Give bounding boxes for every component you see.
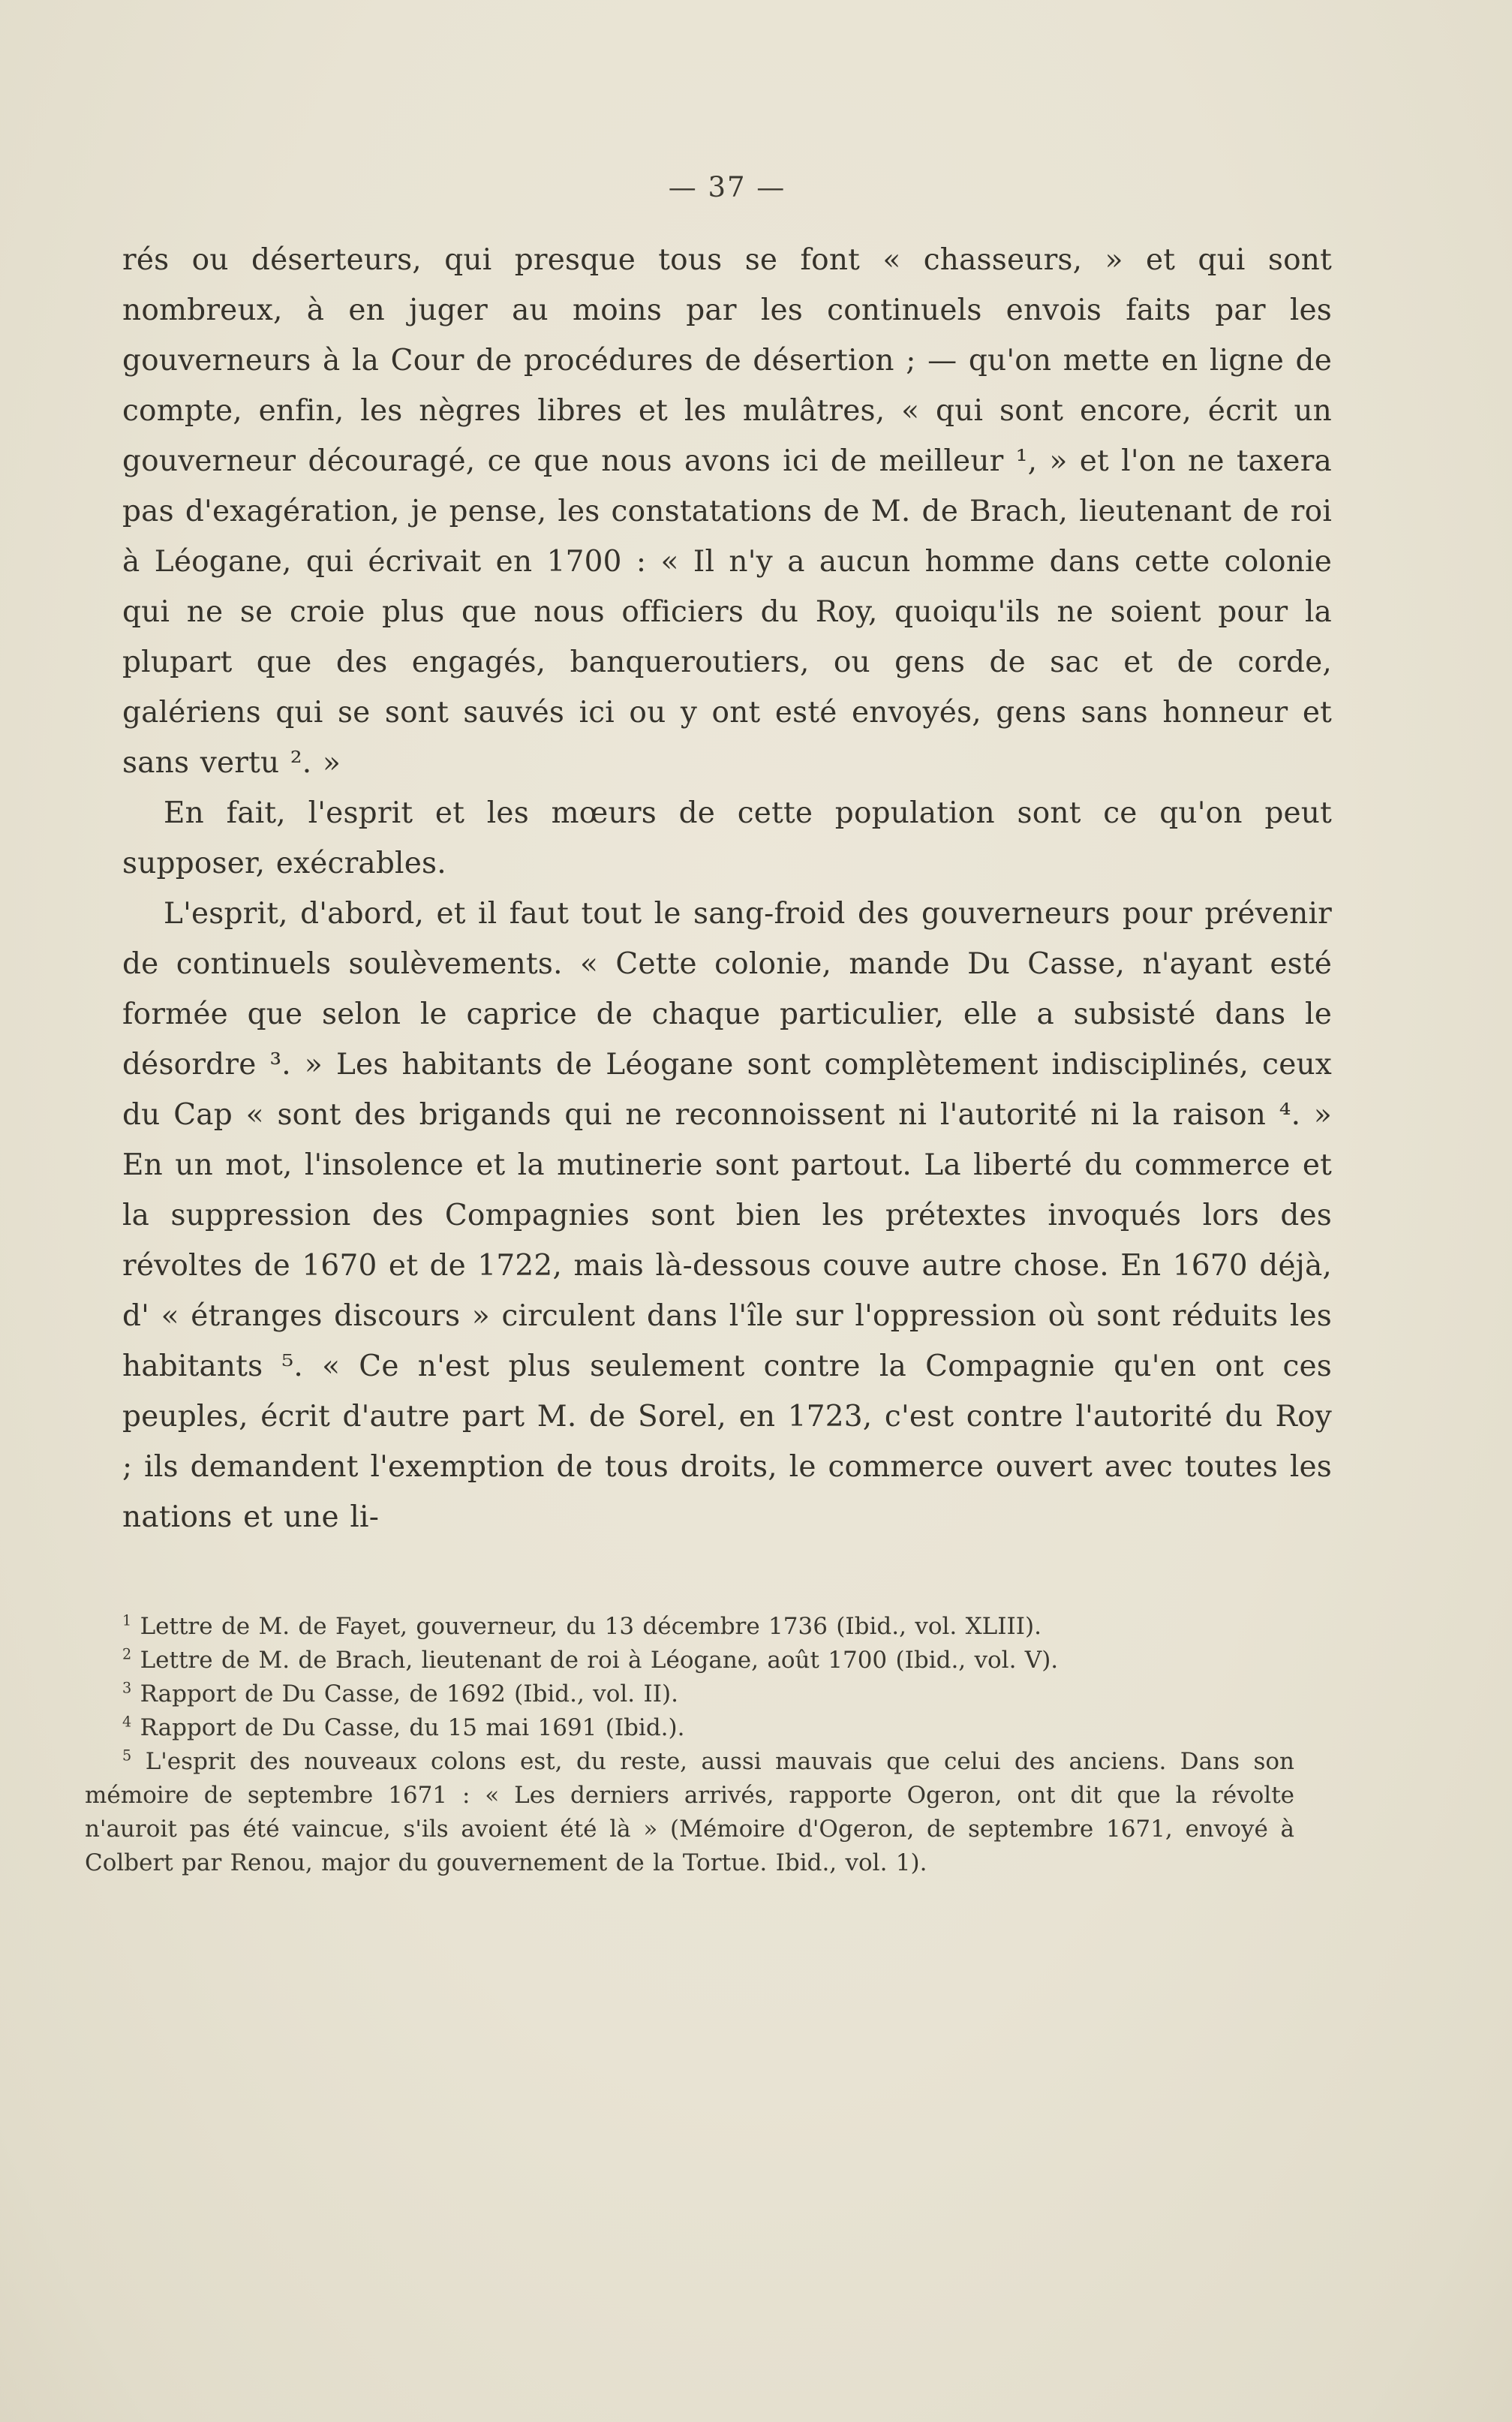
footnotes-section bbox=[85, 1610, 1294, 1880]
paragraph: rés ou déserteurs, qui presque tous se font « chasseurs, » et qui sont nombreux, à en juger au moins par les continuels envois faits par les gouverneurs à la Cour de procédures de désertion ; — qu'on mette en ligne de compte, enfin, les nègres libres et les mulâtres, « qui sont encore, écrit un gouverneur découragé, ce que nous avons ici de meilleur ¹, » et l'on ne taxera pas d'exagération, je pense, les constatations de M. de Brach, lieutenant de roi à Léogane, qui écrivait en 1700 : « Il n'y a aucun homme dans cette colonie qui ne se croie plus que nous officiers du Roy, quoiqu'ils ne soient pour la plupart que des engagés, banqueroutiers, ou gens de sac et de corde, galériens qui se sont sauvés ici ou y ont esté envoyés, gens sans honneur et sans vertu ². » bbox=[122, 243, 1332, 780]
footnote-marker: 4 bbox=[122, 1713, 132, 1731]
footnote-marker: 1 bbox=[122, 1611, 132, 1629]
paragraph: En fait, l'esprit et les mœurs de cette population sont ce qu'on peut supposer, exécrables. bbox=[122, 796, 1332, 880]
footnote-marker: 3 bbox=[122, 1679, 132, 1697]
footnote-text: Rapport de Du Casse, de 1692 (Ibid., vol. II). bbox=[140, 1680, 678, 1707]
footnote-text: Lettre de M. de Brach, lieutenant de roi à Léogane, août 1700 (Ibid., vol. V). bbox=[140, 1647, 1059, 1674]
footnote bbox=[85, 1677, 1294, 1711]
page-body bbox=[122, 235, 1332, 1542]
footnote-text: L'esprit des nouveaux colons est, du reste, aussi mauvais que celui des anciens. Dans son mémoire de septembre 1671 : « Les derniers arrivés, rapporte Ogeron, ont dit que la révolte n'auroit pas été vaincue, s'ils avoient été là » (Mémoire d'Ogeron, de septembre 1671, envoyé à Colbert par Renou, major du gouvernement de la Tortue. Ibid., vol. 1). bbox=[85, 1748, 1294, 1876]
footnote bbox=[85, 1610, 1294, 1644]
footnote bbox=[85, 1711, 1294, 1745]
paragraph: L'esprit, d'abord, et il faut tout le sang-froid des gouverneurs pour prévenir de continuels soulèvements. « Cette colonie, mande Du Casse, n'ayant esté formée que selon le caprice de chaque particulier, elle a subsisté dans le désordre ³. » Les habitants de Léogane sont complètement indisciplinés, ceux du Cap « sont des brigands qui ne reconnoissent ni l'autorité ni la raison ⁴. » En un mot, l'insolence et la mutinerie sont partout. La liberté du commerce et la suppression des Compagnies sont bien les prétextes invoqués lors des révoltes de 1670 et de 1722, mais là-dessous couve autre chose. En 1670 déjà, d' « étranges discours » circulent dans l'île sur l'oppression où sont réduits les habitants ⁵. « Ce n'est plus seulement contre la Compagnie qu'en ont ces peuples, écrit d'autre part M. de Sorel, en 1723, c'est contre l'autorité du Roy ; ils demandent l'exemption de tous droits, le commerce ouvert avec toutes les nations et une li- bbox=[122, 897, 1332, 1534]
footnote-marker: 2 bbox=[122, 1645, 132, 1663]
page-number: — 37 — bbox=[668, 171, 786, 203]
footnote bbox=[85, 1745, 1294, 1880]
page-header bbox=[122, 171, 1332, 203]
footnote-text: Lettre de M. de Fayet, gouverneur, du 13 décembre 1736 (Ibid., vol. XLIII). bbox=[140, 1613, 1042, 1640]
footnote-text: Rapport de Du Casse, du 15 mai 1691 (Ibid.). bbox=[140, 1714, 685, 1741]
footnote bbox=[85, 1644, 1294, 1677]
footnote-marker: 5 bbox=[122, 1747, 132, 1765]
